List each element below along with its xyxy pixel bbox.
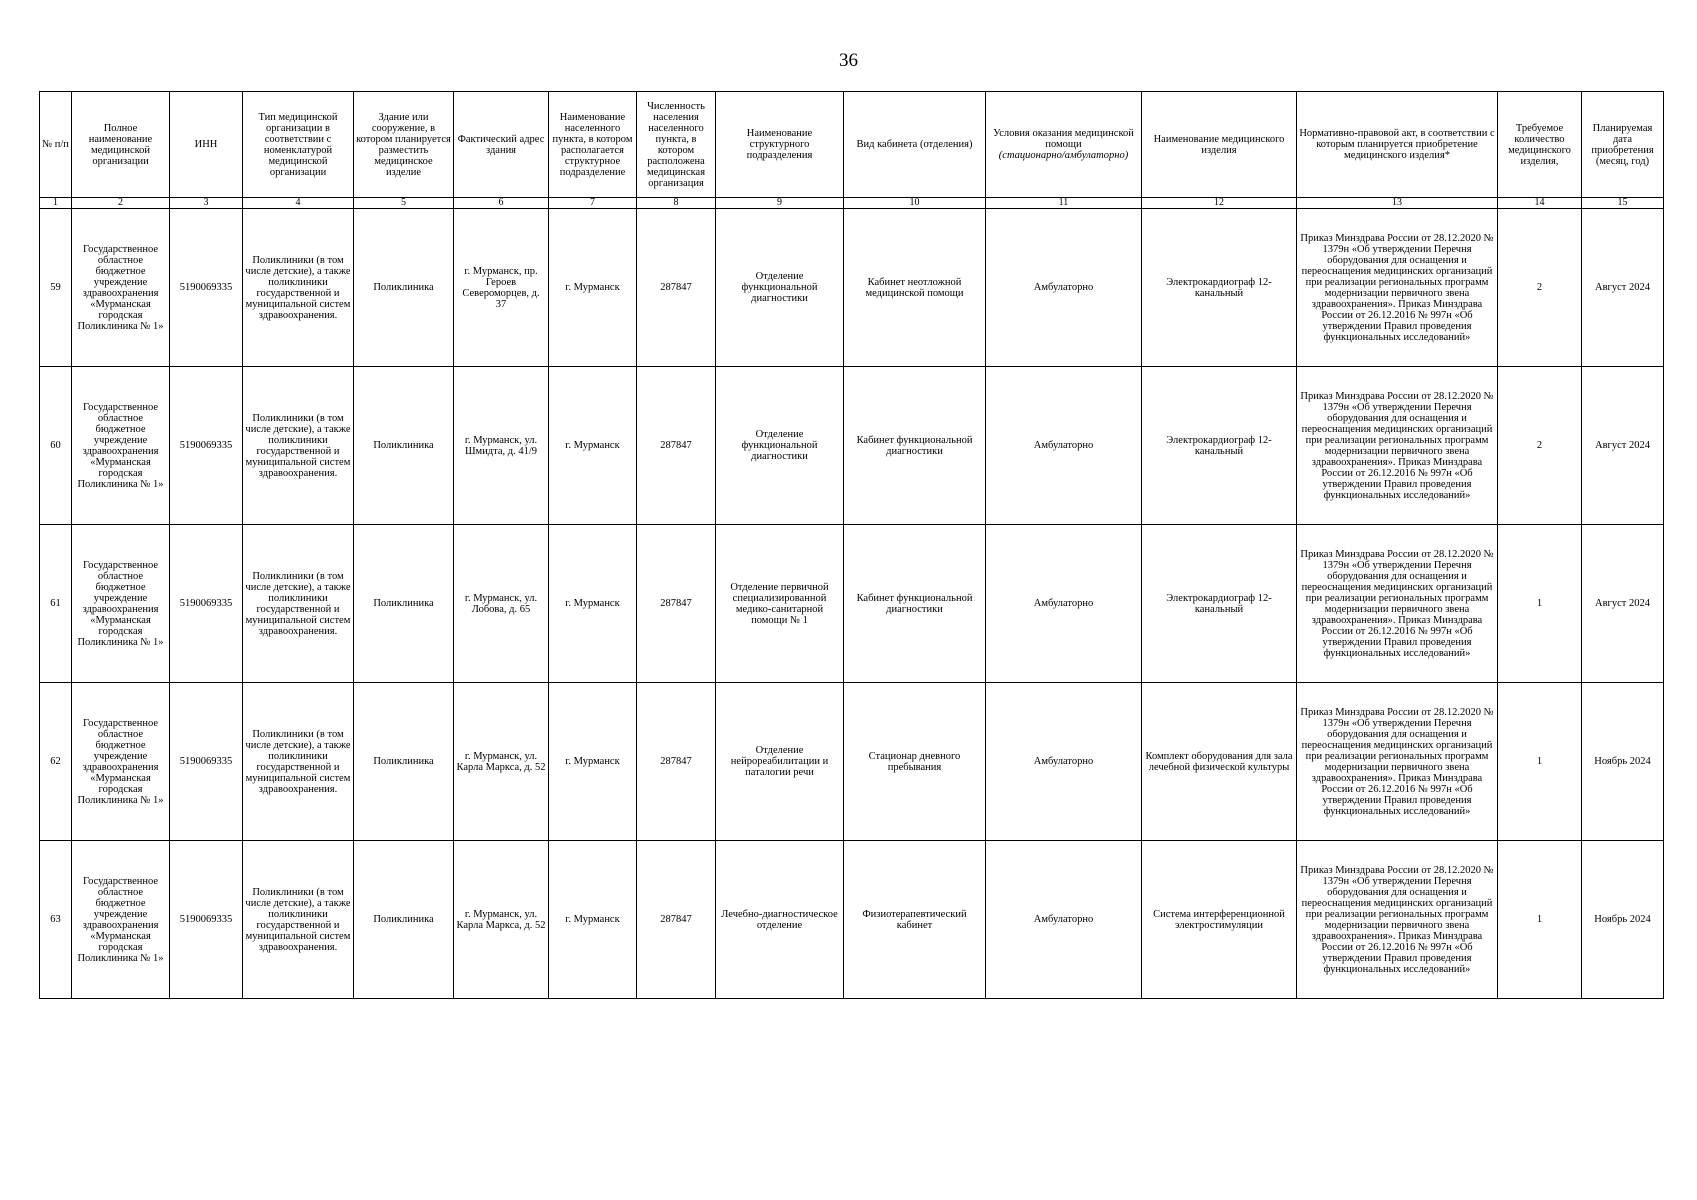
care-conditions: Амбулаторно [986,683,1142,841]
device-name: Система интерференционной электростимуляции [1142,841,1297,999]
row-number: 61 [40,525,72,683]
column-number: 10 [844,198,986,209]
column-number: 11 [986,198,1142,209]
quantity: 1 [1498,683,1582,841]
address: г. Мурманск, ул. Лобова, д. 65 [454,525,549,683]
address: г. Мурманск, ул. Карла Маркса, д. 52 [454,841,549,999]
subdivision: Отделение функциональной диагностики [716,209,844,367]
inn: 5190069335 [170,683,243,841]
row-number: 63 [40,841,72,999]
table-row [40,209,1664,367]
organization-type: Поликлиники (в том числе детские), а также поликлиники государственной и муниципальной систем здравоохранения. [243,683,354,841]
device-name: Электрокардиограф 12-канальный [1142,525,1297,683]
header-col-11-sub: (стационарно/амбулаторно) [998,150,1129,161]
population: 287847 [637,683,716,841]
subdivision: Отделение первичной специализированной медико-санитарной помощи № 1 [716,525,844,683]
planned-date: Август 2024 [1582,525,1664,683]
column-number: 6 [454,198,549,209]
locality: г. Мурманск [549,367,637,525]
column-number: 4 [243,198,354,209]
column-number: 7 [549,198,637,209]
column-number: 8 [637,198,716,209]
cabinet-type: Кабинет неотложной медицинской помощи [844,209,986,367]
subdivision: Лечебно-диагностическое отделение [716,841,844,999]
header-col-9: Наименование структурного подразделения [716,92,844,198]
table-row [40,525,1664,683]
care-conditions: Амбулаторно [986,367,1142,525]
header-col-14: Требуемое количество медицинского изделия, [1498,92,1582,198]
device-name: Электрокардиограф 12-канальный [1142,209,1297,367]
table-row [40,841,1664,999]
address: г. Мурманск, ул. Карла Маркса, д. 52 [454,683,549,841]
care-conditions: Амбулаторно [986,841,1142,999]
header-col-1: № п/п [40,92,72,198]
cabinet-type: Кабинет функциональной диагностики [844,367,986,525]
cabinet-type: Физиотерапевтический кабинет [844,841,986,999]
header-col-2: Полное наименование медицинской организации [72,92,170,198]
equipment-table [39,91,1664,999]
header-col-6: Фактический адрес здания [454,92,549,198]
organization-name: Государственное областное бюджетное учреждение здравоохранения «Мурманская городская Поликлиника № 1» [72,367,170,525]
header-col-15: Планируемая дата приобретения (месяц, год) [1582,92,1664,198]
row-number: 60 [40,367,72,525]
care-conditions: Амбулаторно [986,525,1142,683]
column-number-row [40,198,1664,209]
column-number: 15 [1582,198,1664,209]
organization-type: Поликлиники (в том числе детские), а также поликлиники государственной и муниципальной систем здравоохранения. [243,525,354,683]
locality: г. Мурманск [549,841,637,999]
header-col-8: Численность населения населенного пункта, в котором расположена медицинская организация [637,92,716,198]
population: 287847 [637,841,716,999]
header-col-12: Наименование медицинского изделия [1142,92,1297,198]
subdivision: Отделение функциональной диагностики [716,367,844,525]
planned-date: Август 2024 [1582,209,1664,367]
care-conditions: Амбулаторно [986,209,1142,367]
legal-act: Приказ Минздрава России от 28.12.2020 № 1379н «Об утверждении Перечня оборудования для оснащения и переоснащения медицинских организаций при реализации региональных программ модернизации первичного звена здравоохранения». Приказ Минздрава России от 26.12.2016 № 997н «Об утверждении Правил проведения функциональных исследований» [1297,841,1498,999]
cabinet-type: Кабинет функциональной диагностики [844,525,986,683]
cabinet-type: Стационар дневного пребывания [844,683,986,841]
header-col-11-main: Условия оказания медицинской помощи [993,128,1134,150]
subdivision: Отделение нейрореабилитации и паталогии речи [716,683,844,841]
row-number: 62 [40,683,72,841]
organization-name: Государственное областное бюджетное учреждение здравоохранения «Мурманская городская Поликлиника № 1» [72,209,170,367]
locality: г. Мурманск [549,683,637,841]
column-number: 5 [354,198,454,209]
organization-name: Государственное областное бюджетное учреждение здравоохранения «Мурманская городская Поликлиника № 1» [72,841,170,999]
organization-type: Поликлиники (в том числе детские), а также поликлиники государственной и муниципальной систем здравоохранения. [243,209,354,367]
legal-act: Приказ Минздрава России от 28.12.2020 № 1379н «Об утверждении Перечня оборудования для оснащения и переоснащения медицинских организаций при реализации региональных программ модернизации первичного звена здравоохранения». Приказ Минздрава России от 26.12.2016 № 997н «Об утверждении Правил проведения функциональных исследований» [1297,683,1498,841]
column-number: 9 [716,198,844,209]
planned-date: Ноябрь 2024 [1582,683,1664,841]
locality: г. Мурманск [549,209,637,367]
device-name: Электрокардиограф 12-канальный [1142,367,1297,525]
population: 287847 [637,525,716,683]
device-name: Комплект оборудования для зала лечебной физической культуры [1142,683,1297,841]
header-col-3: ИНН [170,92,243,198]
inn: 5190069335 [170,525,243,683]
population: 287847 [637,367,716,525]
header-col-11 [986,92,1142,198]
quantity: 1 [1498,841,1582,999]
quantity: 1 [1498,525,1582,683]
organization-type: Поликлиники (в том числе детские), а также поликлиники государственной и муниципальной систем здравоохранения. [243,367,354,525]
quantity: 2 [1498,367,1582,525]
quantity: 2 [1498,209,1582,367]
table-row [40,367,1664,525]
page-number: 36 [839,50,858,71]
column-number: 2 [72,198,170,209]
table-header-row [40,92,1664,198]
building: Поликлиника [354,841,454,999]
planned-date: Ноябрь 2024 [1582,841,1664,999]
legal-act: Приказ Минздрава России от 28.12.2020 № 1379н «Об утверждении Перечня оборудования для оснащения и переоснащения медицинских организаций при реализации региональных программ модернизации первичного звена здравоохранения». Приказ Минздрава России от 26.12.2016 № 997н «Об утверждении Правил проведения функциональных исследований» [1297,525,1498,683]
table-row [40,683,1664,841]
column-number: 14 [1498,198,1582,209]
address: г. Мурманск, ул. Шмидта, д. 41/9 [454,367,549,525]
organization-name: Государственное областное бюджетное учреждение здравоохранения «Мурманская городская Поликлиника № 1» [72,525,170,683]
inn: 5190069335 [170,367,243,525]
building: Поликлиника [354,525,454,683]
header-col-13: Нормативно-правовой акт, в соответствии с которым планируется приобретение медицинского изделия* [1297,92,1498,198]
building: Поликлиника [354,367,454,525]
column-number: 1 [40,198,72,209]
population: 287847 [637,209,716,367]
building: Поликлиника [354,209,454,367]
legal-act: Приказ Минздрава России от 28.12.2020 № 1379н «Об утверждении Перечня оборудования для оснащения и переоснащения медицинских организаций при реализации региональных программ модернизации первичного звена здравоохранения». Приказ Минздрава России от 26.12.2016 № 997н «Об утверждении Правил проведения функциональных исследований» [1297,209,1498,367]
legal-act: Приказ Минздрава России от 28.12.2020 № 1379н «Об утверждении Перечня оборудования для оснащения и переоснащения медицинских организаций при реализации региональных программ модернизации первичного звена здравоохранения». Приказ Минздрава России от 26.12.2016 № 997н «Об утверждении Правил проведения функциональных исследований» [1297,367,1498,525]
header-col-5: Здание или сооружение, в котором планируется разместить медицинское изделие [354,92,454,198]
inn: 5190069335 [170,841,243,999]
planned-date: Август 2024 [1582,367,1664,525]
row-number: 59 [40,209,72,367]
address: г. Мурманск, пр. Героев Североморцев, д. 37 [454,209,549,367]
column-number: 13 [1297,198,1498,209]
organization-type: Поликлиники (в том числе детские), а также поликлиники государственной и муниципальной систем здравоохранения. [243,841,354,999]
column-number: 12 [1142,198,1297,209]
header-col-7: Наименование населенного пункта, в котором располагается структурное подразделение [549,92,637,198]
header-col-4: Тип медицинской организации в соответствии с номенклатурой медицинской организации [243,92,354,198]
inn: 5190069335 [170,209,243,367]
organization-name: Государственное областное бюджетное учреждение здравоохранения «Мурманская городская Поликлиника № 1» [72,683,170,841]
locality: г. Мурманск [549,525,637,683]
column-number: 3 [170,198,243,209]
building: Поликлиника [354,683,454,841]
header-col-10: Вид кабинета (отделения) [844,92,986,198]
